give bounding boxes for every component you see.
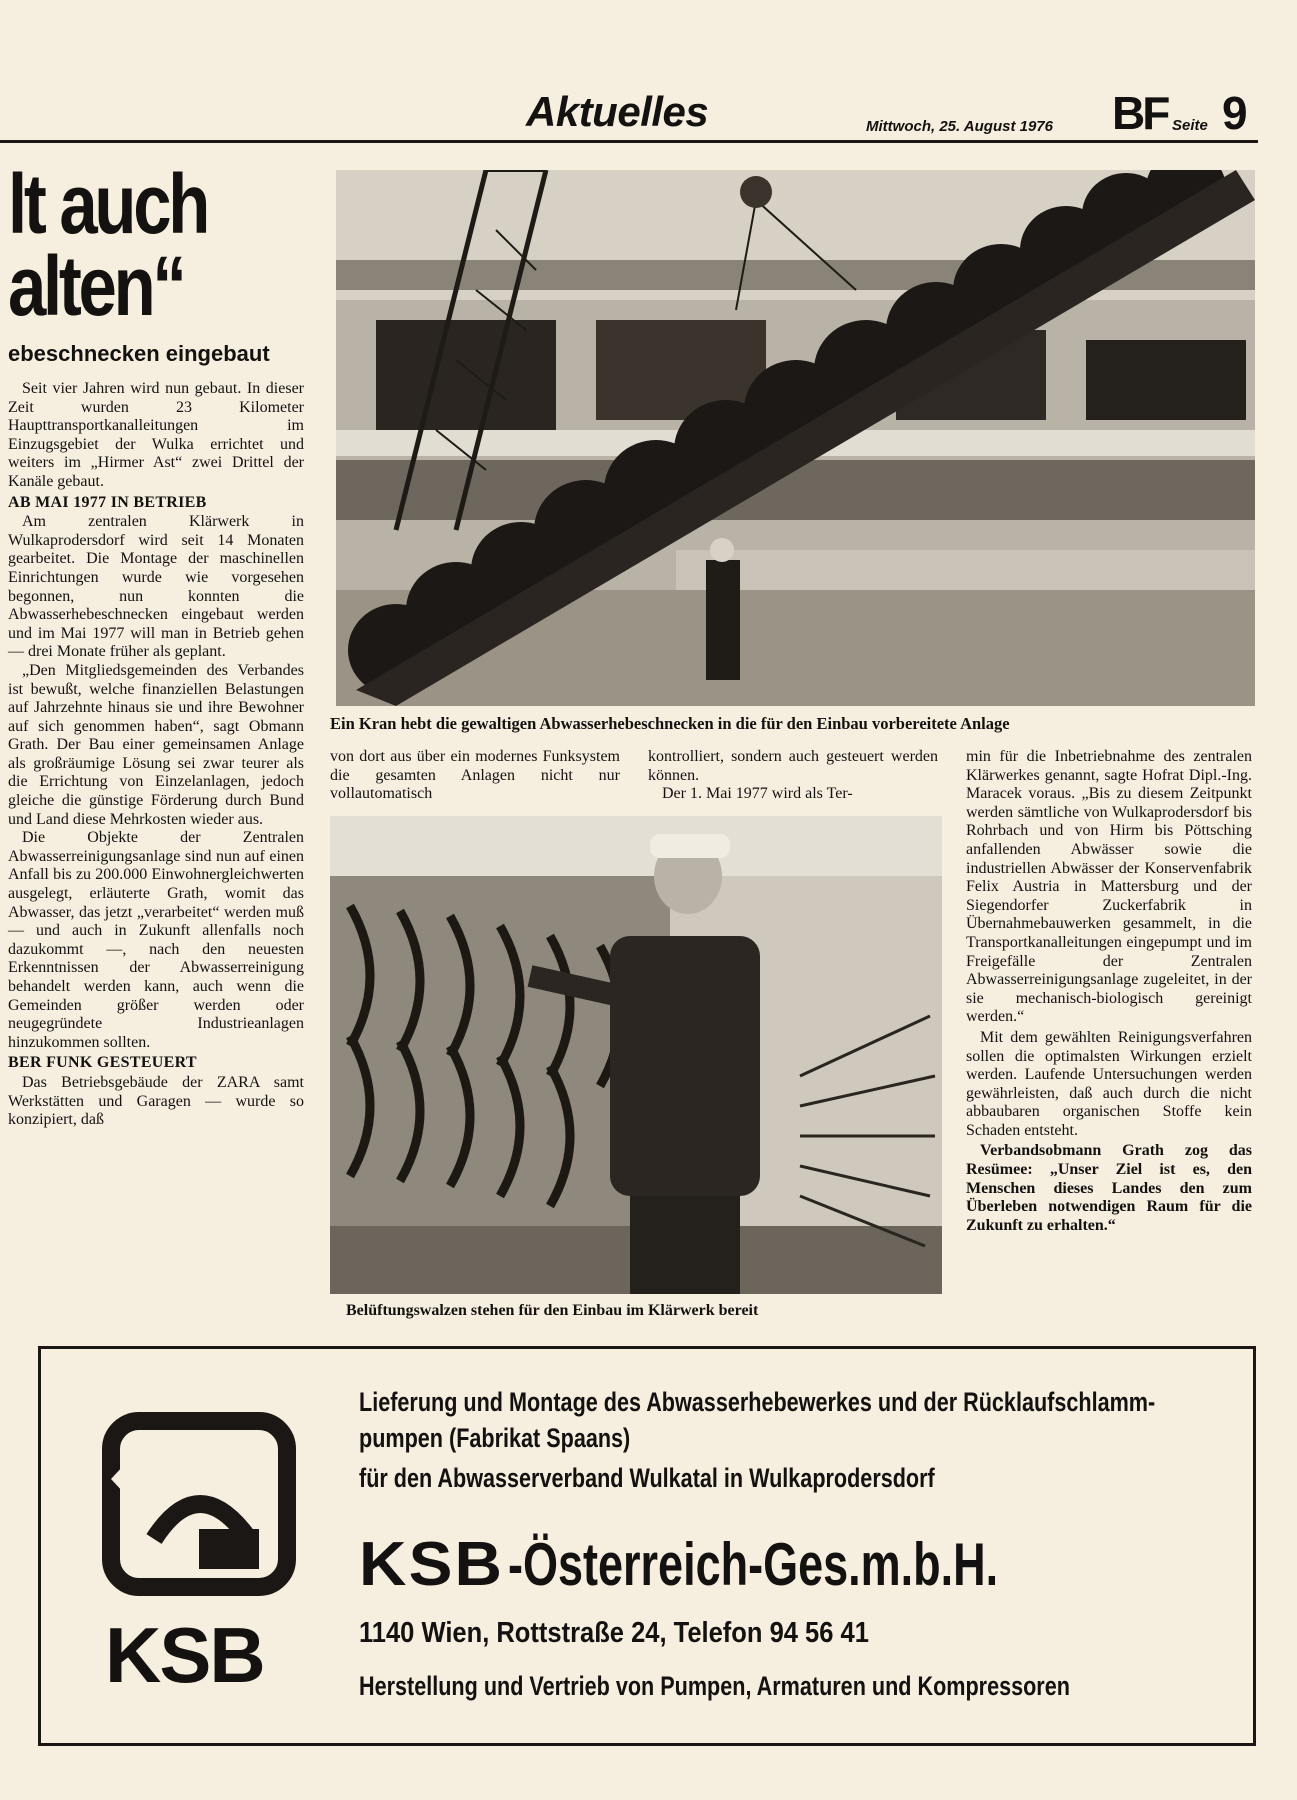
- section-heading: AB MAI 1977 IN BETRIEB: [8, 493, 207, 511]
- section-heading: BER FUNK GESTEUERT: [8, 1054, 197, 1072]
- company-address: 1140 Wien, Rottstraße 24, Telefon 94 56 41: [359, 1617, 869, 1649]
- paragraph: min für die Inbetriebnahme des zentralen Klärwerkes genannt, sagte Hofrat Dipl.-Ing. Maracek voraus. „Bis zu diesem Zeitpunkt werden sämtliche von Wulkaprodersdorf bis Rohrbach und von Hirm bis Pöttsching anfallenden Abwässer sowie die industriellen Abwässer der Konservenfabrik Felix Austria in Mattersburg und der Siegendorfer Zuckerfabrik in Übernahmebauwerken gesammelt, in die Transportkanalleitungen eingepumpt und im Freigefälle der Zentralen Abwasserreinigungsanlage zugeleitet, in der sie mechanisch-biologisch gereinigt werden.“: [966, 748, 1252, 1026]
- paragraph: „Den Mitgliedsgemeinden des Verbandes ist bewußt, welche finanziellen Belastungen auf Jahrzehnte hinaus sie und ihre Bewohner auf sich genommen haben“, sagt Obmann Grath. Der Bau einer gemeinsamen Anlage als großräumige Lösung sei zwar teurer als die Errichtung von Einzelanlagen, jedoch gleiche die günstige Förderung durch Bund und Land diese Mehrkosten wieder aus.: [8, 661, 304, 828]
- photo-caption-1: Ein Kran hebt die gewaltigen Abwasserhebeschnecken in die für den Einbau vorbereitete Anlage: [330, 714, 1010, 733]
- company-suffix: -Österreich-Ges.m.b.H.: [507, 1531, 999, 1598]
- ksb-advertisement: [38, 1346, 1256, 1746]
- article-column-2: [330, 748, 620, 804]
- paragraph: Das Betriebsgebäude der ZARA samt Werkstätten und Garagen — wurde so konzipiert, daß: [8, 1073, 304, 1129]
- newspaper-logo: BF: [1112, 87, 1168, 139]
- company-name: [359, 1529, 1161, 1600]
- paragraph: kontrolliert, sondern auch gesteuert werden können.: [648, 748, 938, 784]
- photo-rollers-graphic: [330, 816, 942, 1294]
- photo-aeration-rollers: [330, 816, 942, 1294]
- subheadline: ebeschnecken eingebaut: [8, 341, 270, 366]
- company-brand: KSB: [359, 1530, 505, 1599]
- headline-line-1: lt auch: [8, 157, 208, 251]
- headline-line-2: alten“: [8, 239, 184, 333]
- ksb-logo: [99, 1409, 299, 1614]
- company-products: Herstellung und Vertrieb von Pumpen, Armaturen und Kompressoren: [359, 1671, 1070, 1701]
- photo-caption-2: Belüftungswalzen stehen für den Einbau im Klärwerk bereit: [346, 1302, 759, 1319]
- article-column-1: [8, 380, 304, 1130]
- ad-headline-1: Lieferung und Montage des Abwasserhebewerkes und der Rücklaufschlamm-: [359, 1387, 1156, 1417]
- ksb-logo-text: KSB: [105, 1611, 264, 1699]
- paragraph: Am zentralen Klärwerk in Wulkaprodersdorf wird seit 14 Monaten gearbeitet. Die Montage der maschinellen Einrichtungen wurde wie vorgesehen begonnen, nun konnten die Abwasserhebeschnecken eingebaut werden und im Mai 1977 will man in Betrieb gehen — drei Monate früher als geplant.: [8, 513, 304, 661]
- closing-quote: Verbandsobmann Grath zog das Resümee: „Unser Ziel ist es, den Menschen dieses Landes den zum Überleben notwendigen Raum für die Zukunft zu erhalten.“: [966, 1142, 1252, 1234]
- ad-headline-2: pumpen (Fabrikat Spaans): [359, 1423, 631, 1453]
- ksb-logo-mark-icon: [99, 1409, 299, 1609]
- paragraph: Seit vier Jahren wird nun gebaut. In dieser Zeit wurden 23 Kilometer Haupttransportkanalleitungen im Einzugsgebiet der Wulka errichtet und weiters im „Hirmer Ast“ zwei Drittel der Kanäle gebaut.: [8, 380, 304, 490]
- article-column-3: [648, 748, 938, 804]
- page-label: Seite: [1172, 117, 1208, 134]
- paragraph: Der 1. Mai 1977 wird als Ter-: [662, 785, 853, 803]
- section-title: Aktuelles: [526, 88, 709, 135]
- header-rule: [0, 140, 1258, 143]
- photo-crane-screw: [336, 170, 1255, 706]
- article-column-4: [966, 748, 1252, 1235]
- ad-headline-3: für den Abwasserverband Wulkatal in Wulkaprodersdorf: [359, 1463, 935, 1493]
- paragraph: Mit dem gewählten Reinigungsverfahren sollen die optimalsten Wirkungen erzielt werden. Laufende Untersuchungen werden gewährleisten, daß auch durch die nicht abbaubaren organischen Stoffe kein Schaden entsteht.: [966, 1028, 1252, 1139]
- page-number: 9: [1222, 87, 1248, 139]
- paragraph: von dort aus über ein modernes Funksystem die gesamten Anlagen nicht nur vollautomatisch: [330, 748, 620, 803]
- paragraph: Die Objekte der Zentralen Abwasserreinigungsanlage sind nun auf einen Anfall bis zu 200.000 Einwohnergleichwerten ausgelegt, erläuterte Grath, womit das Abwasser, das jetzt „verarbeitet“ werden muß — und auch in Zukunft allenfalls noch dazukommt —, nach den neuesten Erkenntnissen der Abwasserreinigung behandelt werden kann, auch wenn die Gemeinden größer werden oder neugegründete Industrieanlagen hinzukommen sollten.: [8, 829, 304, 1051]
- issue-date: Mittwoch, 25. August 1976: [866, 118, 1053, 135]
- photo-crane-graphic: [336, 170, 1255, 706]
